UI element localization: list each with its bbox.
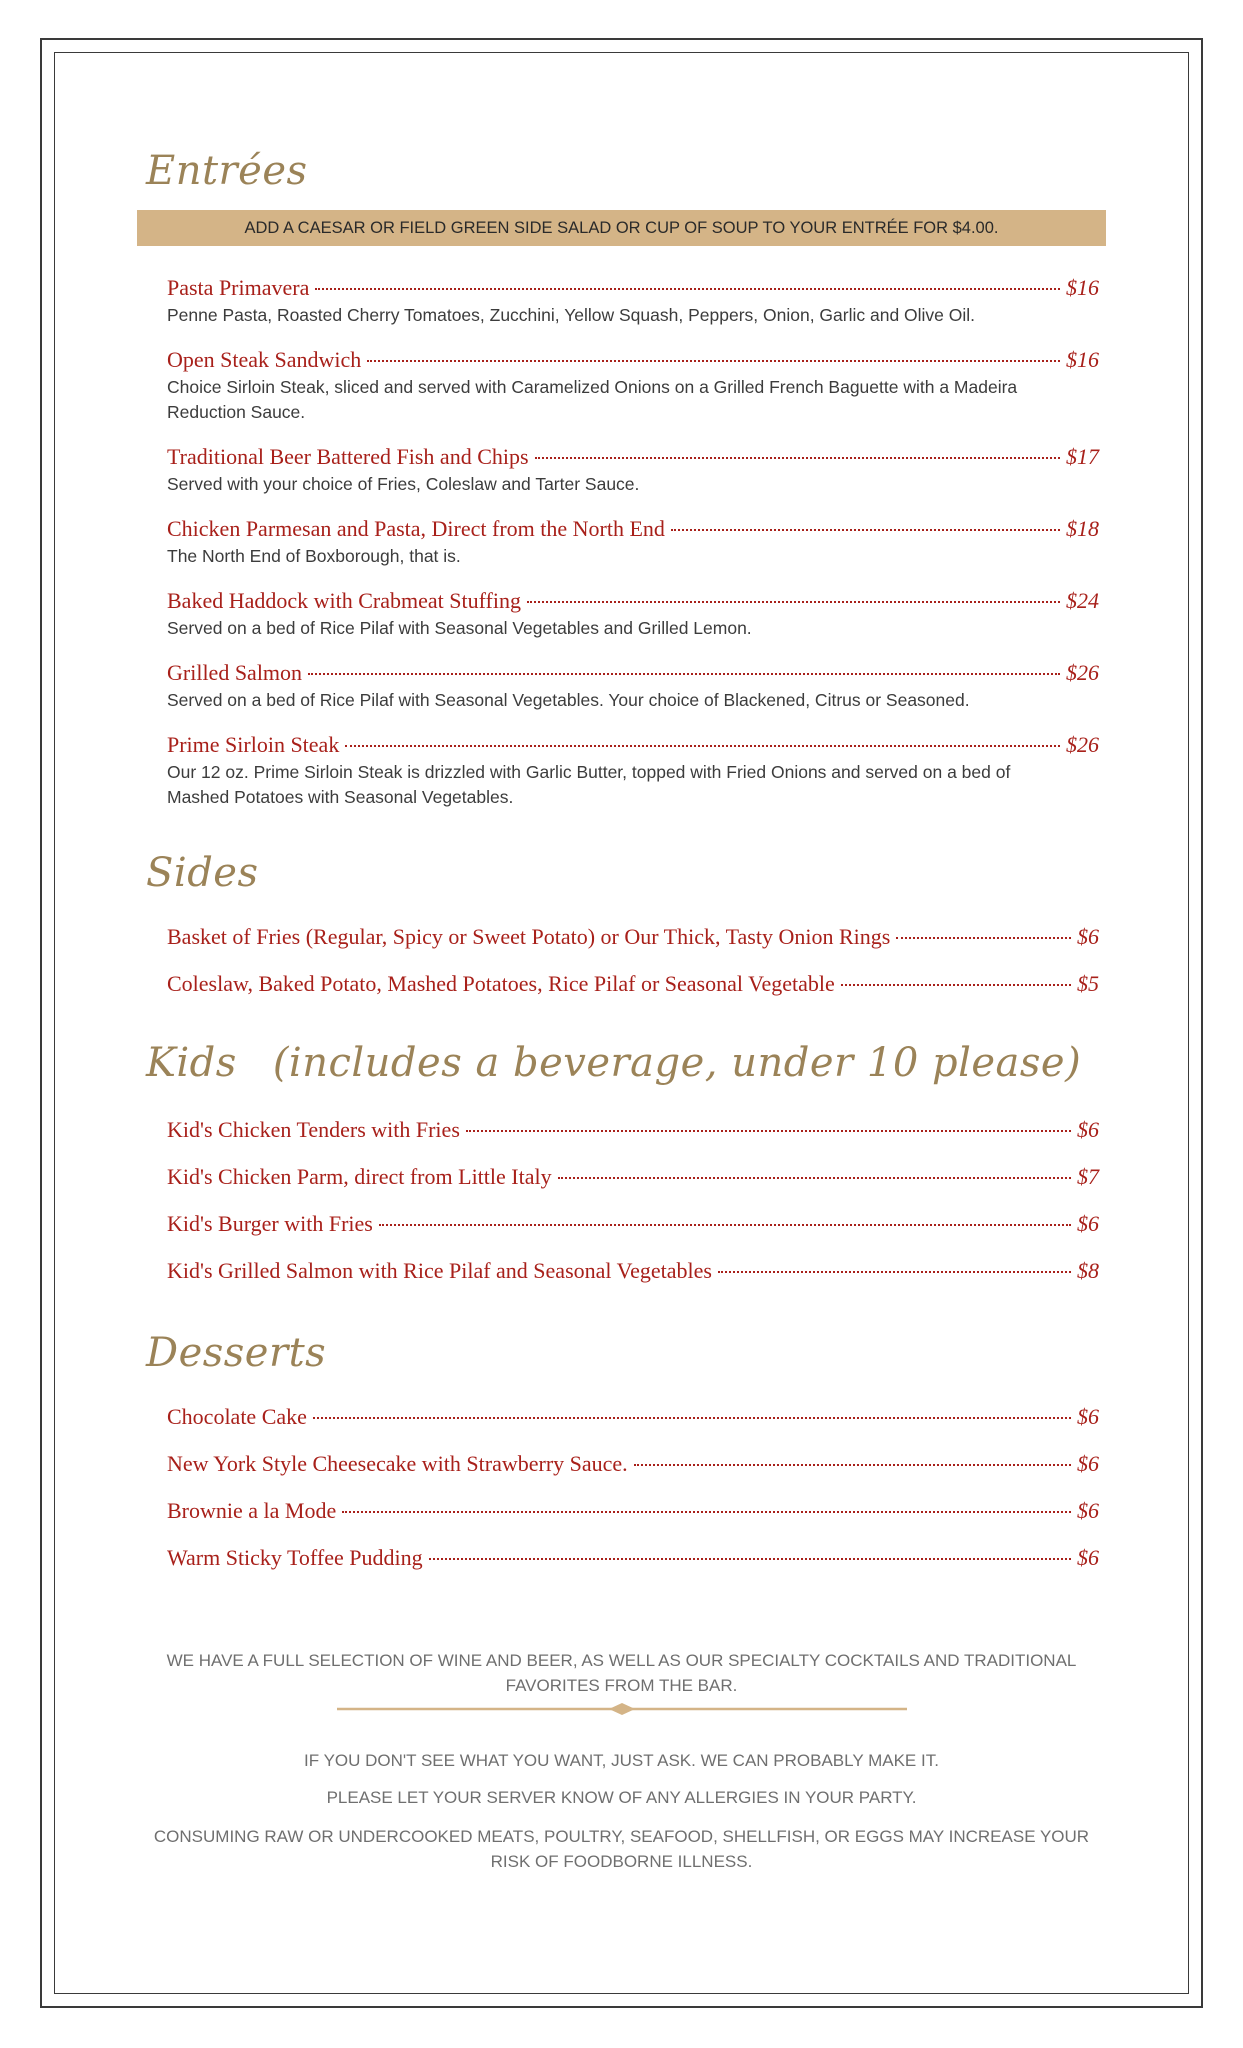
ornament-divider (337, 1703, 907, 1715)
divider-diamond (609, 1703, 635, 1715)
item-name: Pasta Primavera (167, 275, 310, 300)
ask-note: IF YOU DON'T SEE WHAT YOU WANT, JUST ASK. WE CAN PROBABLY MAKE IT. (304, 1751, 939, 1770)
item-name: Traditional Beer Battered Fish and Chips (167, 444, 529, 469)
menu-item (167, 444, 1099, 497)
item-price: $16 (1066, 347, 1099, 372)
dot-leader (308, 673, 1060, 675)
item-price: $16 (1066, 275, 1099, 300)
dot-leader (345, 745, 1060, 747)
item-name: Kid's Chicken Parm, direct from Little Italy (167, 1164, 552, 1189)
salad-soup-banner: ADD A CAESAR OR FIELD GREEN SIDE SALAD OR CUP OF SOUP TO YOUR ENTRÉE FOR $4.00. (137, 210, 1106, 246)
item-price: $26 (1066, 732, 1099, 757)
menu-item (167, 660, 1099, 713)
bar-selection-note: WE HAVE A FULL SELECTION OF WINE AND BEER, AS WELL AS OUR SPECIALTY COCKTAILS AND TRADITIONAL FAVORITES FROM THE BAR. (166, 1651, 1077, 1695)
item-name: Warm Sticky Toffee Pudding (167, 1545, 423, 1570)
dot-leader (671, 529, 1060, 531)
item-name: Baked Haddock with Crabmeat Stuffing (167, 588, 521, 613)
menu-item (167, 1545, 1099, 1571)
item-name: Kid's Grilled Salmon with Rice Pilaf and Seasonal Vegetables (167, 1258, 712, 1283)
item-price: $26 (1066, 660, 1099, 685)
item-name: Basket of Fries (Regular, Spicy or Sweet Potato) or Our Thick, Tasty Onion Rings (167, 924, 891, 949)
item-price: $24 (1066, 588, 1099, 613)
item-description: The North End of Boxborough, that is. (167, 546, 461, 566)
menu-item (167, 1404, 1099, 1430)
item-price: $6 (1077, 1404, 1099, 1429)
item-price: $17 (1066, 444, 1099, 469)
kids-subtitle: (includes a beverage, under 10 please) (272, 1040, 1082, 1086)
item-description: Penne Pasta, Roasted Cherry Tomatoes, Zucchini, Yellow Squash, Peppers, Onion, Garlic and Olive Oil. (167, 305, 976, 325)
item-price: $6 (1077, 924, 1099, 949)
dot-leader (315, 288, 1060, 290)
dot-leader (718, 1271, 1071, 1273)
menu-item (167, 275, 1099, 328)
item-description: Served with your choice of Fries, Coleslaw and Tarter Sauce. (167, 474, 640, 494)
dot-leader (342, 1511, 1071, 1513)
dot-leader (367, 360, 1060, 362)
dot-leader (535, 457, 1060, 459)
menu-item (167, 732, 1099, 810)
item-name: New York Style Cheesecake with Strawberry Sauce. (167, 1451, 628, 1476)
item-description: Choice Sirloin Steak, sliced and served with Caramelized Onions on a Grilled French Baguette with a Madeira Reduction Sauce. (167, 377, 1018, 422)
dot-leader (313, 1417, 1071, 1419)
item-name: Chocolate Cake (167, 1404, 307, 1429)
dot-leader (558, 1177, 1071, 1179)
item-price: $7 (1077, 1164, 1099, 1189)
item-price: $6 (1077, 1498, 1099, 1523)
menu-item (167, 1117, 1099, 1143)
item-name: Prime Sirloin Steak (167, 732, 340, 757)
dot-leader (841, 984, 1071, 986)
menu-item (167, 516, 1099, 569)
item-price: $6 (1077, 1451, 1099, 1476)
allergy-note: PLEASE LET YOUR SERVER KNOW OF ANY ALLERGIES IN YOUR PARTY. (326, 1788, 917, 1807)
item-price: $18 (1066, 516, 1099, 541)
dot-leader (527, 601, 1060, 603)
item-name: Kid's Chicken Tenders with Fries (167, 1117, 460, 1142)
menu-item (167, 971, 1099, 997)
kids-title-text: Kids (146, 1040, 237, 1086)
item-description: Served on a bed of Rice Pilaf with Seasonal Vegetables and Grilled Lemon. (167, 618, 752, 638)
desserts-title: Desserts (146, 1330, 327, 1376)
item-name: Grilled Salmon (167, 660, 303, 685)
item-name: Coleslaw, Baked Potato, Mashed Potatoes, Rice Pilaf or Seasonal Vegetable (167, 971, 835, 996)
item-name: Open Steak Sandwich (167, 347, 362, 372)
menu-item (167, 347, 1099, 425)
menu-item (167, 588, 1099, 641)
menu-item (167, 1211, 1099, 1237)
item-price: $5 (1077, 971, 1099, 996)
entrees-title: Entrées (146, 148, 308, 194)
dot-leader (466, 1130, 1071, 1132)
item-description: Our 12 oz. Prime Sirloin Steak is drizzled with Garlic Butter, topped with Fried Onions and served on a bed of Mashed Potatoes with Seasonal Vegetables. (167, 762, 1011, 807)
item-price: $6 (1077, 1211, 1099, 1236)
foodborne-warning: CONSUMING RAW OR UNDERCOOKED MEATS, POULTRY, SEAFOOD, SHELLFISH, OR EGGS MAY INCREASE YOUR RISK OF FOODBORNE ILLNESS. (153, 1827, 1090, 1871)
item-name: Brownie a la Mode (167, 1498, 337, 1523)
dot-leader (379, 1224, 1071, 1226)
menu-item (167, 1498, 1099, 1524)
item-description: Served on a bed of Rice Pilaf with Seasonal Vegetables. Your choice of Blackened, Citrus or Seasoned. (167, 690, 970, 710)
dot-leader (429, 1558, 1071, 1560)
sides-title: Sides (146, 850, 259, 896)
menu-item (167, 1164, 1099, 1190)
kids-title (146, 1040, 1081, 1086)
item-name: Kid's Burger with Fries (167, 1211, 373, 1236)
menu-item (167, 1258, 1099, 1284)
item-price: $6 (1077, 1545, 1099, 1570)
item-price: $8 (1077, 1258, 1099, 1283)
item-price: $6 (1077, 1117, 1099, 1142)
dot-leader (896, 937, 1071, 939)
menu-item (167, 924, 1099, 950)
item-name: Chicken Parmesan and Pasta, Direct from the North End (167, 516, 665, 541)
menu-item (167, 1451, 1099, 1477)
dot-leader (634, 1464, 1071, 1466)
